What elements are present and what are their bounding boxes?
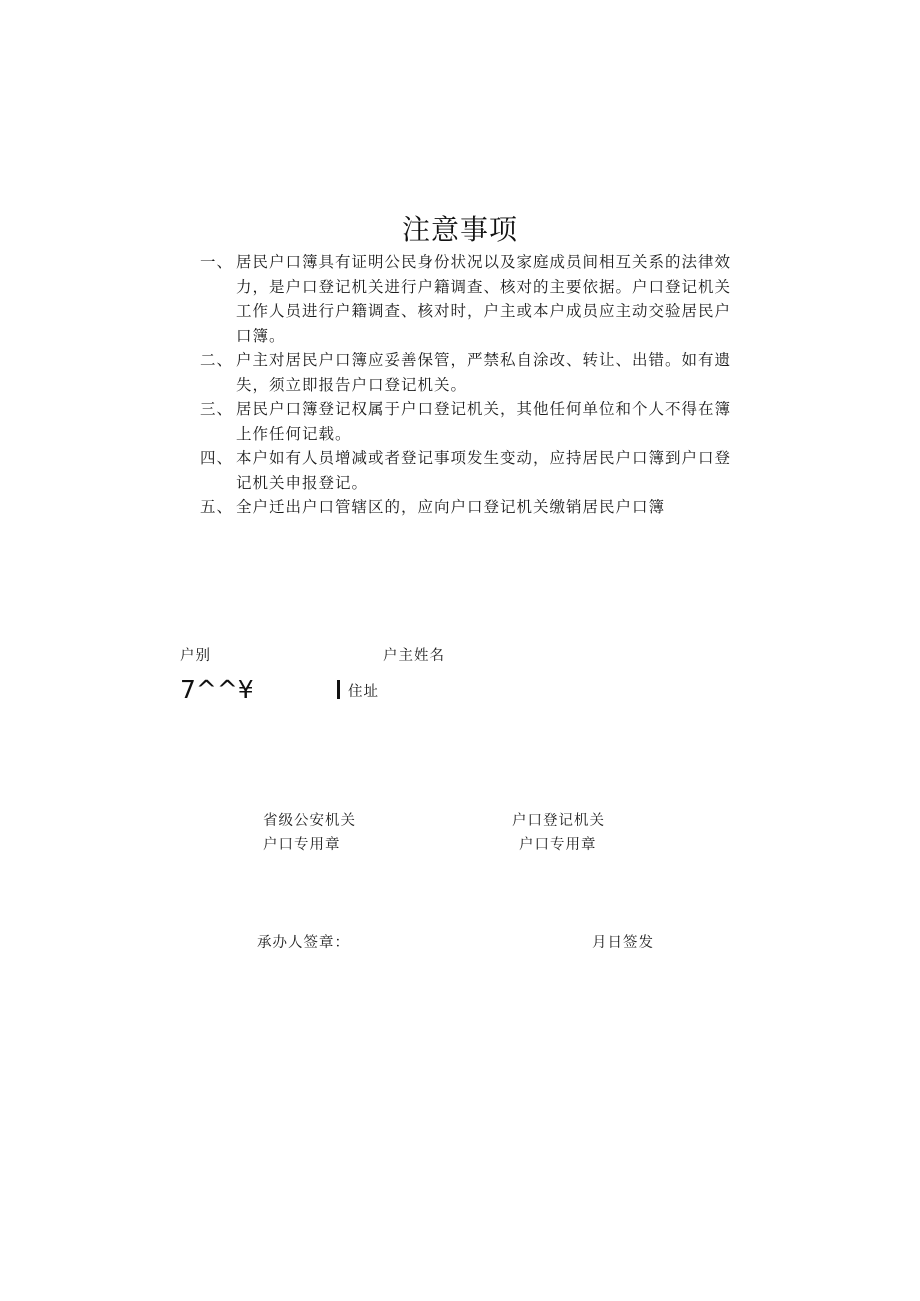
notice-text: 居民户口簿登记权属于户口登记机关，其他任何单位和个人不得在簿上作任何记载。 (236, 400, 732, 443)
notice-list (200, 250, 745, 520)
handler-signature-label: 承办人签章： (257, 935, 350, 951)
notice-number: 二、 (200, 351, 234, 369)
notice-item-5 (200, 495, 745, 520)
household-type-label: 户别 (180, 648, 211, 664)
notice-number: 四、 (200, 449, 234, 467)
household-type-value: 7^^¥ (180, 675, 254, 704)
notice-item-4 (200, 446, 745, 495)
notice-item-1 (200, 250, 745, 348)
field-divider (337, 680, 340, 699)
provincial-seal-title: 省级公安机关 (263, 813, 356, 829)
provincial-seal-subtitle: 户口专用章 (263, 837, 341, 853)
page-title: 注意事项 (401, 213, 518, 246)
notice-text: 全户迁出户口管辖区的，应向户口登记机关缴销居民户口簿 (236, 498, 666, 516)
registry-seal-subtitle: 户口专用章 (519, 837, 597, 853)
notice-text: 居民户口簿具有证明公民身份状况以及家庭成员间相互关系的法律效力，是户口登记机关进行户籍调查、核对的主要依据。户口登记机关工作人员进行户籍调查、核对时，户主或本户成员应主动交验居民户口簿。 (236, 253, 732, 345)
notice-item-2 (200, 348, 745, 397)
notice-item-3 (200, 397, 745, 446)
notice-text: 本户如有人员增减或者登记事项发生变动，应持居民户口簿到户口登记机关申报登记。 (236, 449, 732, 492)
issue-date-label: 月日签发 (592, 935, 654, 951)
notice-number: 一、 (200, 253, 234, 271)
registry-seal-title: 户口登记机关 (512, 813, 605, 829)
notice-text: 户主对居民户口簿应妥善保管，严禁私自涂改、转让、出错。如有遗失，须立即报告户口登记机关。 (236, 351, 732, 394)
head-of-household-name-label: 户主姓名 (383, 648, 445, 664)
notice-number: 三、 (200, 400, 234, 418)
address-label: 住址 (348, 684, 379, 700)
notice-number: 五、 (200, 498, 234, 516)
